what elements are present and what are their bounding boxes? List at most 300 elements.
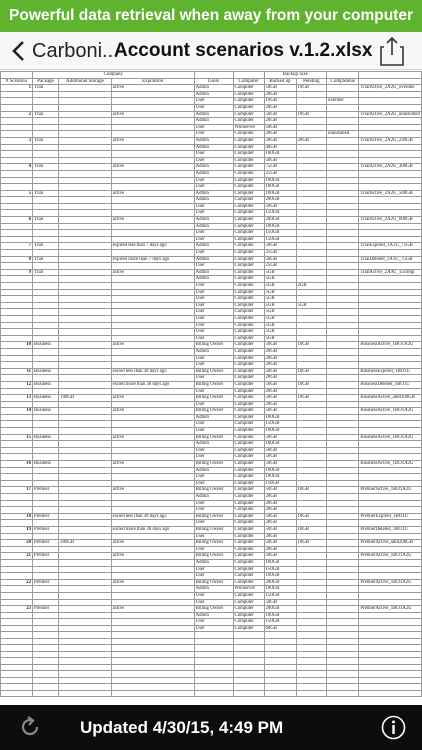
table-cell[interactable] <box>1 98 33 105</box>
table-cell[interactable] <box>296 230 327 237</box>
table-cell[interactable]: PremierActive_addl200GB <box>359 540 422 547</box>
table-cell[interactable] <box>296 421 327 428</box>
table-cell[interactable] <box>359 184 422 191</box>
table-cell[interactable] <box>327 217 359 224</box>
table-cell[interactable] <box>359 157 422 164</box>
table-cell[interactable] <box>59 342 111 349</box>
table-cell[interactable] <box>359 124 422 131</box>
table-cell[interactable] <box>327 197 359 204</box>
table-cell[interactable]: TrialActive_2A9U_15comp <box>359 269 422 276</box>
table-cell[interactable] <box>59 315 111 322</box>
table-cell[interactable] <box>327 487 359 494</box>
table-cell[interactable] <box>359 203 422 210</box>
table-cell[interactable] <box>32 388 58 395</box>
table-cell[interactable] <box>327 408 359 415</box>
table-cell[interactable] <box>59 606 111 613</box>
table-cell[interactable] <box>296 118 327 125</box>
table-cell[interactable]: 25GB <box>264 170 296 177</box>
table-cell[interactable] <box>32 283 58 290</box>
table-cell[interactable] <box>359 573 422 580</box>
table-cell[interactable]: 50GB <box>264 526 296 533</box>
table-cell[interactable] <box>59 480 111 487</box>
table-cell[interactable]: Business <box>32 368 58 375</box>
table-cell[interactable] <box>59 170 111 177</box>
table-cell[interactable] <box>1 177 33 184</box>
table-cell[interactable] <box>32 177 58 184</box>
table-cell[interactable]: User <box>194 388 233 395</box>
table-cell[interactable]: Computer <box>233 441 264 448</box>
table-cell[interactable] <box>296 500 327 507</box>
table-cell[interactable]: active <box>111 553 194 560</box>
table-cell[interactable]: Computer <box>233 256 264 263</box>
table-cell[interactable]: Computer <box>233 573 264 580</box>
table-cell[interactable]: 150GB <box>264 566 296 573</box>
table-cell[interactable]: User <box>194 283 233 290</box>
table-cell[interactable] <box>1 184 33 191</box>
table-cell[interactable]: 15 <box>1 434 33 441</box>
table-cell[interactable] <box>1 203 33 210</box>
table-cell[interactable]: active <box>111 487 194 494</box>
table-cell[interactable] <box>327 124 359 131</box>
table-cell[interactable]: Computer <box>233 236 264 243</box>
table-cell[interactable]: Computer <box>233 513 264 520</box>
table-cell[interactable]: Billing Owner <box>194 487 233 494</box>
table-cell[interactable] <box>59 447 111 454</box>
table-cell[interactable] <box>359 467 422 474</box>
table-cell[interactable]: 20GB <box>264 91 296 98</box>
table-cell[interactable] <box>32 230 58 237</box>
table-cell[interactable]: Computer <box>233 421 264 428</box>
table-cell[interactable]: 22 <box>1 579 33 586</box>
table-cell[interactable]: 50GB <box>264 124 296 131</box>
table-cell[interactable] <box>327 256 359 263</box>
table-cell[interactable] <box>32 315 58 322</box>
table-cell[interactable] <box>111 104 194 111</box>
table-cell[interactable] <box>327 276 359 283</box>
table-cell[interactable] <box>1 151 33 158</box>
table-cell[interactable]: 50GB <box>264 434 296 441</box>
table-cell[interactable] <box>327 599 359 606</box>
table-cell[interactable] <box>111 131 194 138</box>
table-cell[interactable]: Business <box>32 395 58 402</box>
table-cell[interactable]: 50GB <box>264 540 296 547</box>
table-cell[interactable] <box>296 124 327 131</box>
table-cell[interactable] <box>59 441 111 448</box>
table-cell[interactable]: Computer <box>233 355 264 362</box>
table-cell[interactable] <box>111 507 194 514</box>
table-cell[interactable] <box>359 625 422 632</box>
table-cell[interactable] <box>59 559 111 566</box>
table-cell[interactable]: 50GB <box>264 256 296 263</box>
table-cell[interactable] <box>1 230 33 237</box>
table-cell[interactable] <box>32 690 58 697</box>
table-cell[interactable] <box>327 434 359 441</box>
table-cell[interactable] <box>111 223 194 230</box>
table-cell[interactable] <box>111 474 194 481</box>
table-cell[interactable] <box>1 566 33 573</box>
table-cell[interactable] <box>1 428 33 435</box>
table-cell[interactable] <box>359 375 422 382</box>
table-cell[interactable]: 20GB <box>264 533 296 540</box>
table-cell[interactable] <box>327 250 359 257</box>
table-cell[interactable]: User <box>194 533 233 540</box>
table-cell[interactable] <box>327 546 359 553</box>
table-cell[interactable] <box>111 690 194 697</box>
table-cell[interactable]: exired more than 30 days ago <box>111 381 194 388</box>
table-cell[interactable]: active <box>111 461 194 468</box>
table-cell[interactable] <box>296 480 327 487</box>
table-cell[interactable]: User <box>194 296 233 303</box>
table-cell[interactable] <box>359 197 422 204</box>
table-cell[interactable] <box>233 690 264 697</box>
table-cell[interactable]: 10GB <box>296 526 327 533</box>
table-cell[interactable]: Computer <box>233 177 264 184</box>
table-cell[interactable] <box>59 520 111 527</box>
table-cell[interactable] <box>327 170 359 177</box>
table-cell[interactable]: Computer <box>233 566 264 573</box>
table-cell[interactable] <box>32 210 58 217</box>
table-cell[interactable]: Computer <box>233 137 264 144</box>
table-cell[interactable]: active <box>111 579 194 586</box>
table-cell[interactable] <box>59 375 111 382</box>
table-cell[interactable] <box>59 263 111 270</box>
table-cell[interactable] <box>296 98 327 105</box>
table-cell[interactable] <box>359 276 422 283</box>
table-cell[interactable] <box>111 91 194 98</box>
table-cell[interactable]: 10GB <box>296 395 327 402</box>
table-cell[interactable] <box>296 520 327 527</box>
table-cell[interactable]: active <box>111 190 194 197</box>
table-cell[interactable] <box>32 118 58 125</box>
table-cell[interactable] <box>1 355 33 362</box>
table-cell[interactable] <box>111 619 194 626</box>
table-cell[interactable] <box>1 592 33 599</box>
table-cell[interactable]: 100GB <box>264 441 296 448</box>
table-cell[interactable]: 20GB <box>264 388 296 395</box>
table-cell[interactable] <box>359 362 422 369</box>
table-cell[interactable]: 20GB <box>264 362 296 369</box>
table-cell[interactable]: Billing Owner <box>194 461 233 468</box>
table-cell[interactable]: PremierActive_1BO1A2U <box>359 606 422 613</box>
table-cell[interactable]: TrialExpired_1A1U_75GB <box>359 243 422 250</box>
table-cell[interactable] <box>359 263 422 270</box>
table-cell[interactable]: User <box>194 236 233 243</box>
table-cell[interactable] <box>359 250 422 257</box>
table-cell[interactable]: Computer <box>233 269 264 276</box>
table-cell[interactable]: Computer <box>233 289 264 296</box>
table-cell[interactable] <box>359 91 422 98</box>
table-cell[interactable]: BusinessActive_1BO1A2U <box>359 461 422 468</box>
table-cell[interactable]: User <box>194 474 233 481</box>
table-cell[interactable]: 21 <box>1 553 33 560</box>
table-cell[interactable] <box>32 151 58 158</box>
table-cell[interactable]: User <box>194 546 233 553</box>
table-cell[interactable] <box>296 447 327 454</box>
table-cell[interactable]: 20GB <box>264 507 296 514</box>
table-cell[interactable] <box>296 414 327 421</box>
table-cell[interactable]: 50GB <box>264 395 296 402</box>
table-cell[interactable] <box>327 223 359 230</box>
table-cell[interactable]: User <box>194 131 233 138</box>
table-cell[interactable] <box>327 579 359 586</box>
table-cell[interactable]: 2 <box>1 111 33 118</box>
table-cell[interactable] <box>327 441 359 448</box>
table-cell[interactable] <box>1 507 33 514</box>
table-cell[interactable]: User <box>194 157 233 164</box>
table-cell[interactable] <box>1 329 33 336</box>
table-cell[interactable] <box>359 309 422 316</box>
table-cell[interactable]: Billing Owner <box>194 381 233 388</box>
table-cell[interactable]: active <box>111 606 194 613</box>
table-cell[interactable]: Billing Owner <box>194 526 233 533</box>
table-cell[interactable]: 5GB <box>264 329 296 336</box>
table-cell[interactable] <box>111 322 194 329</box>
table-cell[interactable] <box>111 203 194 210</box>
table-cell[interactable]: Billing Owner <box>194 513 233 520</box>
table-cell[interactable] <box>1 263 33 270</box>
table-cell[interactable] <box>359 559 422 566</box>
table-cell[interactable] <box>359 592 422 599</box>
table-cell[interactable]: Admin <box>194 197 233 204</box>
table-cell[interactable]: User <box>194 500 233 507</box>
table-cell[interactable] <box>111 250 194 257</box>
table-cell[interactable] <box>1 625 33 632</box>
table-cell[interactable] <box>1 520 33 527</box>
table-cell[interactable]: 3 <box>1 137 33 144</box>
table-cell[interactable]: 8 <box>1 256 33 263</box>
table-cell[interactable] <box>296 144 327 151</box>
table-cell[interactable] <box>32 124 58 131</box>
table-cell[interactable] <box>59 276 111 283</box>
table-cell[interactable]: Computer <box>233 401 264 408</box>
table-cell[interactable] <box>111 401 194 408</box>
table-cell[interactable]: 10GB <box>296 111 327 118</box>
table-cell[interactable]: Computer <box>233 91 264 98</box>
table-cell[interactable] <box>59 586 111 593</box>
table-cell[interactable]: 19 <box>1 526 33 533</box>
table-cell[interactable]: Computer <box>233 500 264 507</box>
table-cell[interactable]: Computer <box>233 250 264 257</box>
table-cell[interactable] <box>296 91 327 98</box>
table-cell[interactable]: active <box>111 408 194 415</box>
table-cell[interactable]: 50GB <box>264 487 296 494</box>
table-cell[interactable] <box>59 190 111 197</box>
table-cell[interactable] <box>32 104 58 111</box>
table-cell[interactable] <box>359 322 422 329</box>
table-cell[interactable]: User <box>194 401 233 408</box>
table-cell[interactable] <box>359 236 422 243</box>
table-cell[interactable] <box>1 289 33 296</box>
table-cell[interactable] <box>111 546 194 553</box>
table-cell[interactable] <box>59 619 111 626</box>
table-cell[interactable] <box>327 177 359 184</box>
table-cell[interactable] <box>296 592 327 599</box>
table-cell[interactable] <box>111 335 194 342</box>
table-cell[interactable] <box>32 592 58 599</box>
table-cell[interactable] <box>359 98 422 105</box>
table-cell[interactable]: User <box>194 355 233 362</box>
table-cell[interactable]: 11 <box>1 368 33 375</box>
table-cell[interactable]: Billing Owner <box>194 606 233 613</box>
table-cell[interactable]: uninstalled <box>327 131 359 138</box>
table-cell[interactable] <box>111 573 194 580</box>
table-cell[interactable]: User <box>194 250 233 257</box>
table-cell[interactable]: Computer <box>233 98 264 105</box>
table-cell[interactable] <box>111 467 194 474</box>
table-cell[interactable]: Billing Owner <box>194 579 233 586</box>
table-cell[interactable]: 5GB <box>264 269 296 276</box>
table-cell[interactable] <box>359 566 422 573</box>
table-cell[interactable]: Computer <box>233 507 264 514</box>
table-cell[interactable] <box>111 566 194 573</box>
table-cell[interactable]: 200GB <box>59 540 111 547</box>
table-cell[interactable] <box>32 625 58 632</box>
table-cell[interactable] <box>327 111 359 118</box>
table-cell[interactable]: Admin <box>194 269 233 276</box>
table-cell[interactable] <box>327 500 359 507</box>
table-cell[interactable] <box>111 447 194 454</box>
table-cell[interactable]: Premier <box>32 606 58 613</box>
table-cell[interactable] <box>296 164 327 171</box>
table-cell[interactable]: Admin <box>194 164 233 171</box>
table-cell[interactable]: User <box>194 104 233 111</box>
table-cell[interactable] <box>359 144 422 151</box>
table-cell[interactable] <box>327 184 359 191</box>
table-cell[interactable]: Trial <box>32 111 58 118</box>
table-cell[interactable] <box>32 467 58 474</box>
table-cell[interactable] <box>59 335 111 342</box>
table-cell[interactable]: active <box>111 217 194 224</box>
table-cell[interactable]: Business <box>32 408 58 415</box>
table-cell[interactable] <box>327 533 359 540</box>
table-cell[interactable] <box>111 151 194 158</box>
table-cell[interactable]: User <box>194 309 233 316</box>
table-cell[interactable] <box>1 421 33 428</box>
table-cell[interactable] <box>1 375 33 382</box>
table-cell[interactable]: 100GB <box>59 395 111 402</box>
table-cell[interactable]: Admin <box>194 91 233 98</box>
table-cell[interactable]: 50GB <box>264 381 296 388</box>
table-cell[interactable]: Computer <box>233 533 264 540</box>
table-cell[interactable]: expired less than 7 days ago <box>111 243 194 250</box>
table-cell[interactable] <box>32 348 58 355</box>
table-cell[interactable] <box>59 355 111 362</box>
table-cell[interactable] <box>1 401 33 408</box>
table-cell[interactable] <box>32 454 58 461</box>
table-cell[interactable] <box>59 381 111 388</box>
table-cell[interactable] <box>296 441 327 448</box>
table-cell[interactable] <box>59 322 111 329</box>
table-cell[interactable] <box>296 533 327 540</box>
table-cell[interactable] <box>359 500 422 507</box>
table-cell[interactable] <box>327 329 359 336</box>
table-cell[interactable]: 100GB <box>264 190 296 197</box>
table-cell[interactable]: User <box>194 619 233 626</box>
table-cell[interactable] <box>59 612 111 619</box>
table-cell[interactable]: 50GB <box>264 447 296 454</box>
table-cell[interactable] <box>327 388 359 395</box>
table-cell[interactable] <box>32 447 58 454</box>
table-cell[interactable]: Admin <box>194 494 233 501</box>
table-cell[interactable]: User <box>194 566 233 573</box>
table-cell[interactable] <box>1 494 33 501</box>
table-cell[interactable] <box>327 375 359 382</box>
table-cell[interactable]: Admin <box>194 559 233 566</box>
table-cell[interactable] <box>296 619 327 626</box>
table-cell[interactable]: active <box>111 269 194 276</box>
table-cell[interactable] <box>111 236 194 243</box>
table-cell[interactable] <box>59 573 111 580</box>
table-cell[interactable]: 10GB <box>296 368 327 375</box>
table-cell[interactable] <box>32 500 58 507</box>
table-cell[interactable] <box>296 606 327 613</box>
table-cell[interactable]: 100GB <box>264 573 296 580</box>
table-cell[interactable] <box>327 144 359 151</box>
table-cell[interactable] <box>59 388 111 395</box>
table-cell[interactable]: 50GB <box>264 599 296 606</box>
table-cell[interactable] <box>1 612 33 619</box>
table-cell[interactable] <box>59 434 111 441</box>
table-cell[interactable] <box>32 98 58 105</box>
table-cell[interactable] <box>1 454 33 461</box>
table-cell[interactable] <box>32 223 58 230</box>
table-cell[interactable]: 200GB <box>264 579 296 586</box>
table-cell[interactable]: 50GB <box>264 368 296 375</box>
table-cell[interactable] <box>59 250 111 257</box>
table-cell[interactable] <box>111 210 194 217</box>
table-cell[interactable]: 20GB <box>296 137 327 144</box>
table-cell[interactable]: 200GB <box>264 217 296 224</box>
table-cell[interactable]: 100GB <box>264 223 296 230</box>
table-cell[interactable]: Admin <box>194 276 233 283</box>
table-cell[interactable]: Computer <box>233 619 264 626</box>
table-cell[interactable]: Trial <box>32 190 58 197</box>
table-cell[interactable]: 6 <box>1 217 33 224</box>
table-cell[interactable] <box>327 157 359 164</box>
table-cell[interactable] <box>1 322 33 329</box>
table-cell[interactable]: User <box>194 447 233 454</box>
table-cell[interactable]: Admin <box>194 612 233 619</box>
table-cell[interactable]: 100GB <box>264 474 296 481</box>
table-cell[interactable] <box>296 625 327 632</box>
table-cell[interactable] <box>327 540 359 547</box>
table-cell[interactable]: 5GB <box>264 276 296 283</box>
table-cell[interactable]: User <box>194 592 233 599</box>
table-cell[interactable]: Computer <box>233 494 264 501</box>
table-cell[interactable]: Computer <box>233 309 264 316</box>
table-cell[interactable] <box>327 428 359 435</box>
table-cell[interactable]: Business <box>32 342 58 349</box>
table-cell[interactable]: User <box>194 263 233 270</box>
table-cell[interactable] <box>359 388 422 395</box>
table-cell[interactable] <box>111 494 194 501</box>
table-cell[interactable]: 5GB <box>264 335 296 342</box>
table-cell[interactable]: Billing Owner <box>194 553 233 560</box>
table-cell[interactable] <box>296 355 327 362</box>
table-cell[interactable] <box>359 474 422 481</box>
table-cell[interactable]: 150GB <box>264 619 296 626</box>
table-cell[interactable] <box>359 329 422 336</box>
table-cell[interactable]: 10GB <box>296 342 327 349</box>
table-cell[interactable]: Computer <box>233 625 264 632</box>
table-cell[interactable]: BusinessExpired_1BO1U <box>359 368 422 375</box>
table-cell[interactable] <box>59 625 111 632</box>
table-cell[interactable]: 50GB <box>264 513 296 520</box>
table-cell[interactable]: exired less than 30 days ago <box>111 368 194 375</box>
table-cell[interactable] <box>32 236 58 243</box>
table-cell[interactable] <box>327 269 359 276</box>
table-cell[interactable]: 1 <box>1 85 33 92</box>
